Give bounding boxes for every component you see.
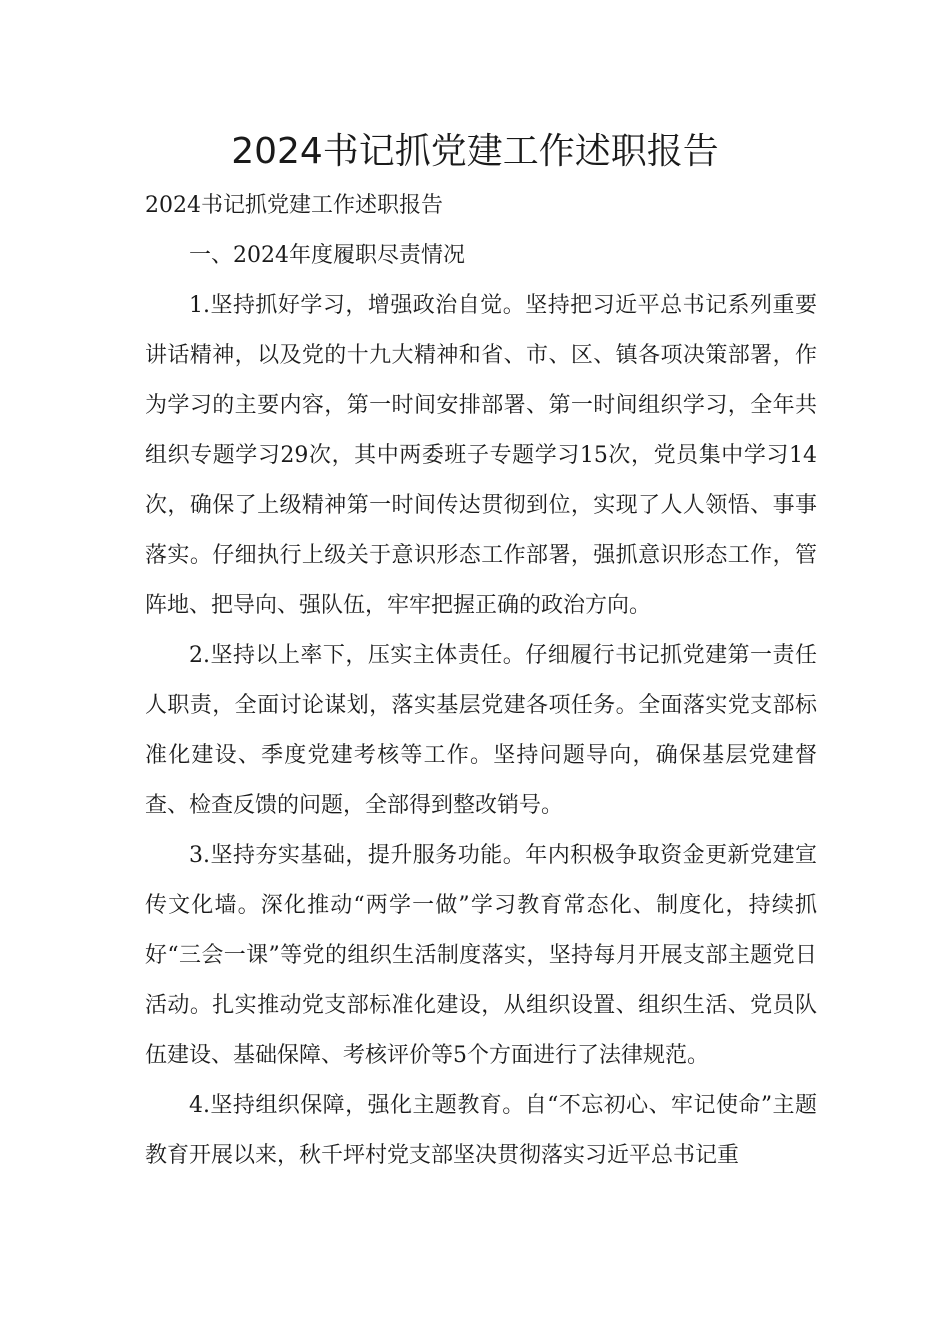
- paragraph-1: 1.坚持抓好学习，增强政治自觉。坚持把习近平总书记系列重要讲话精神，以及党的十九大精神和省、市、区、镇各项决策部署，作为学习的主要内容，第一时间安排部署、第一时间组织学习，全年共组织专题学习29次，其中两委班子专题学习15次，党员集中学习14次，确保了上级精神第一时间传达贯彻到位，实现了人人领悟、事事落实。仔细执行上级关于意识形态工作部署，强抓意识形态工作，管阵地、把导向、强队伍，牢牢把握正确的政治方向。: [145, 293, 817, 618]
- paragraph-2: 2.坚持以上率下，压实主体责任。仔细履行书记抓党建第一责任人职责，全面讨论谋划，落实基层党建各项任务。全面落实党支部标准化建设、季度党建考核等工作。坚持问题导向，确保基层党建督查、检查反馈的问题，全部得到整改销号。: [145, 643, 817, 818]
- paragraph-4: 4.坚持组织保障，强化主题教育。自“不忘初心、牢记使命”主题教育开展以来，秋千坪村党支部坚决贯彻落实习近平总书记重: [145, 1093, 817, 1168]
- paragraph-3: 3.坚持夯实基础，提升服务功能。年内积极争取资金更新党建宣传文化墙。深化推动“两学一做”学习教育常态化、制度化，持续抓好“三会一课”等党的组织生活制度落实，坚持每月开展支部主题党日活动。扎实推动党支部标准化建设，从组织设置、组织生活、党员队伍建设、基础保障、考核评价等5个方面进行了法律规范。: [145, 843, 817, 1068]
- document-title: 2024书记抓党建工作述职报告: [231, 131, 719, 172]
- document-body: [145, 181, 817, 1181]
- document-subtitle: 2024书记抓党建工作述职报告: [145, 193, 443, 218]
- section-heading: 一、2024年度履职尽责情况: [189, 243, 465, 268]
